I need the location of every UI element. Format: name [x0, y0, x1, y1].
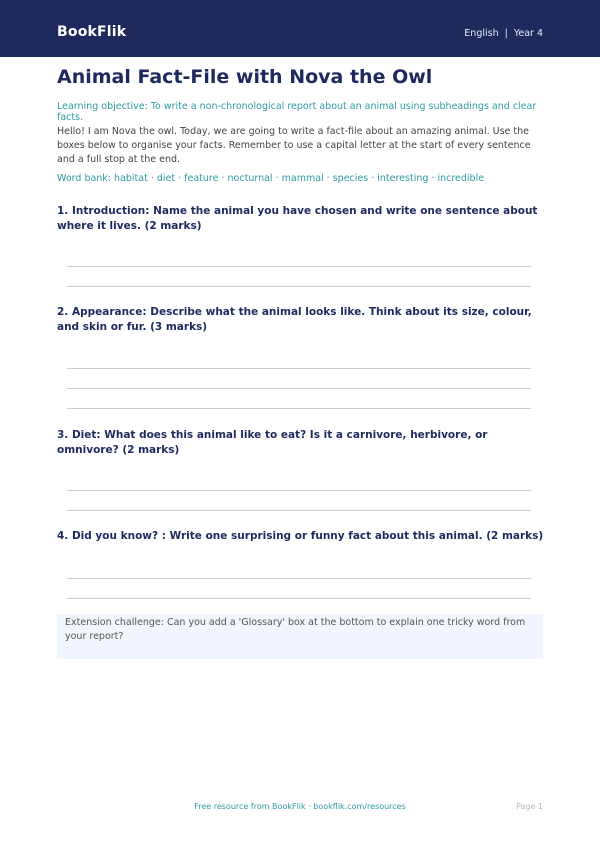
extension-challenge-box: [57, 614, 543, 659]
answer-line[interactable]: [67, 266, 531, 267]
answer-line[interactable]: [67, 598, 531, 599]
subject-year: [464, 28, 543, 39]
learning-objective: Learning objective: To write a non-chronological report about an animal using subheadings and clear facts.: [57, 101, 537, 123]
answer-line[interactable]: [67, 286, 531, 287]
extension-text: Extension challenge: Can you add a 'Glossary' box at the bottom to explain one tricky word from your report?: [65, 617, 526, 642]
brand-logo: BookFlik: [57, 24, 127, 40]
subject-label: English: [464, 28, 499, 39]
intro-paragraph: Hello! I am Nova the owl. Today, we are going to write a fact-file about an amazing animal. Use the boxes below to organise your facts. Remember to use a capital letter at the start of every sentence and a full stop at the end.: [57, 126, 531, 165]
question-4: 4. Did you know? : Write one surprising or funny fact about this animal. (2 marks): [57, 530, 544, 542]
answer-line[interactable]: [67, 490, 531, 491]
answer-line[interactable]: [67, 578, 531, 579]
question-3: 3. Diet: What does this animal like to eat? Is it a carnivore, herbivore, or omnivore? (2 marks): [57, 429, 488, 456]
year-label: Year 4: [513, 28, 543, 39]
answer-line[interactable]: [67, 408, 531, 409]
question-2: 2. Appearance: Describe what the animal looks like. Think about its size, colour, and skin or fur. (3 marks): [57, 306, 532, 333]
answer-line[interactable]: [67, 510, 531, 511]
answer-line[interactable]: [67, 388, 531, 389]
footer-credit: Free resource from BookFlik · bookflik.com/resources: [194, 802, 406, 811]
answer-line[interactable]: [67, 368, 531, 369]
page-title: Animal Fact-File with Nova the Owl: [57, 66, 433, 88]
question-1: 1. Introduction: Name the animal you have chosen and write one sentence about where it lives. (2 marks): [57, 205, 538, 232]
meta-separator: |: [504, 28, 508, 39]
page-header: [0, 0, 600, 57]
word-bank: Word bank: habitat · diet · feature · nocturnal · mammal · species · interesting · incredible: [57, 173, 485, 184]
page-number: Page 1: [516, 802, 543, 811]
